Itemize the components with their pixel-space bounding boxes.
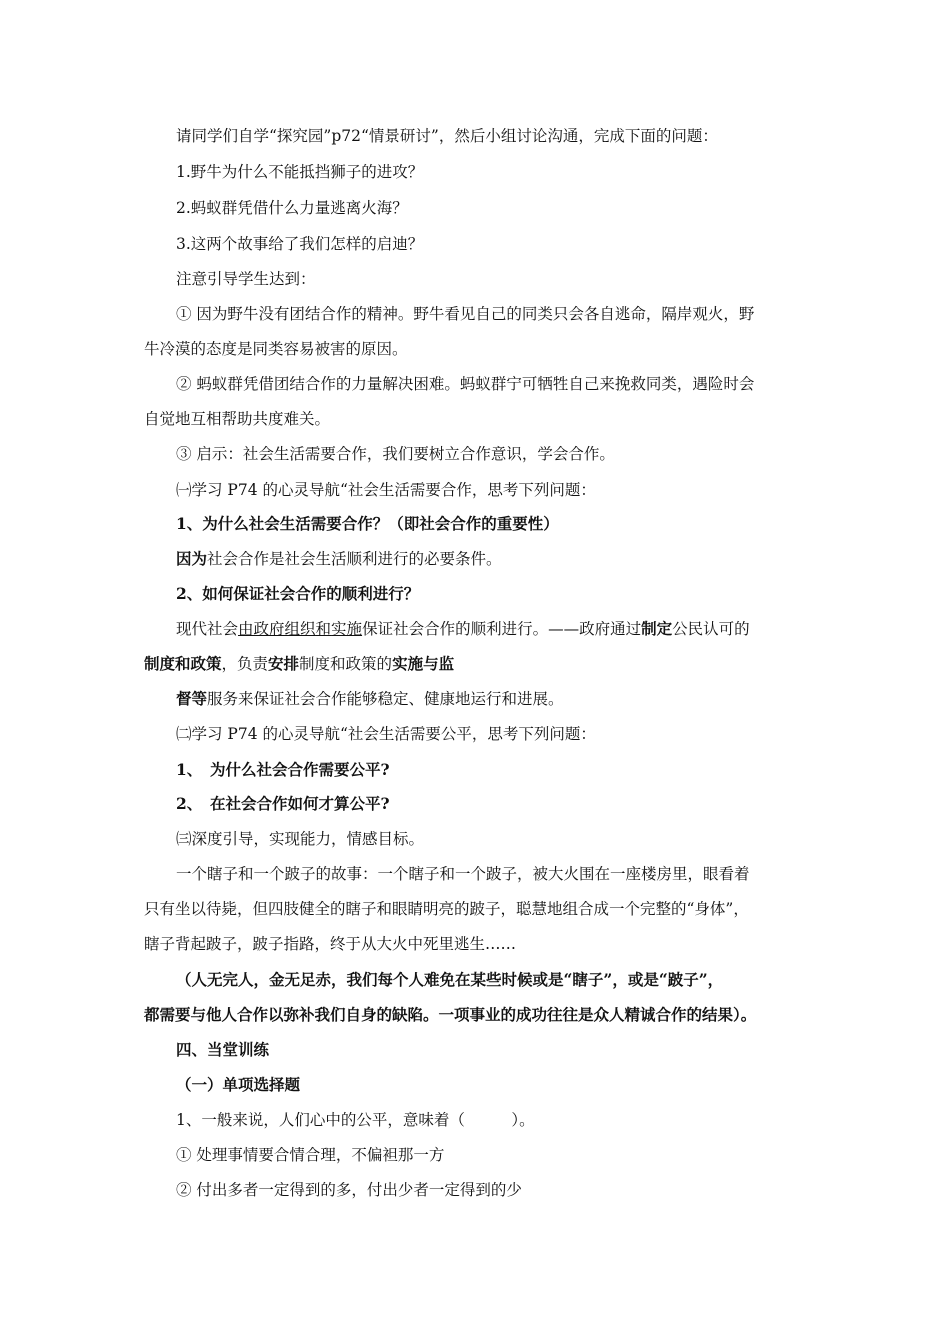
- section-3-heading: ㈢深度引导，实现能力，情感目标。: [176, 830, 425, 848]
- answer-bold-prefix: 因为: [176, 549, 208, 568]
- text-run: ，负责: [221, 655, 269, 673]
- government-paragraph-line-2: [144, 654, 454, 674]
- question-3: 3.这两个故事给了我们怎样的启迪？: [176, 235, 424, 253]
- choice-question-1: 1、一般来说，人们心中的公平，意味着（ ）。: [176, 1111, 535, 1129]
- answer-3: ③ 启示：社会生活需要合作，我们要树立合作意识，学会合作。: [176, 445, 615, 463]
- bold-run: 督等: [176, 689, 208, 708]
- question-1: 1.野牛为什么不能抵挡狮子的进攻？: [176, 163, 424, 181]
- section-2-question-2: 2、 在社会合作如何才算公平?: [176, 794, 390, 813]
- text-run: 公民认可的: [672, 620, 750, 638]
- question-2: 2.蚂蚁群凭借什么力量逃离火海？: [176, 199, 408, 217]
- government-paragraph-line-3: [176, 689, 564, 709]
- text-run: 现代社会: [176, 620, 239, 638]
- answer-2-line-1: ② 蚂蚁群凭借团结合作的力量解决困难。蚂蚁群宁可牺牲自己来挽救同类，遇险时会: [176, 375, 755, 393]
- section-1-question-2: 2、如何保证社会合作的顺利进行？: [176, 584, 420, 603]
- bold-run: 安排: [268, 654, 300, 673]
- section-2-question-1: 1、 为什么社会合作需要公平?: [176, 760, 390, 779]
- bold-run: 制度和政策: [144, 654, 222, 673]
- answer-2-line-2: 自觉地互相帮助共度难关。: [144, 410, 331, 428]
- section-1-question-1: 1、为什么社会生活需要合作？（即社会合作的重要性）: [176, 514, 559, 533]
- choice-option-1: ① 处理事情要合情合理，不偏袒那一方: [176, 1146, 445, 1164]
- underlined-run: 和: [315, 620, 332, 638]
- underlined-run: 由政府组织: [238, 620, 316, 638]
- underlined-run: 实施: [331, 620, 363, 638]
- moral-line-1: （人无完人，金无足赤，我们每个人难免在某些时候或是“瞎子”，或是“跛子”，: [176, 970, 724, 989]
- section-2-heading: ㈡学习 P74 的心灵导航“社会生活需要公平，思考下列问题：: [176, 725, 596, 743]
- text-run: 服务来保证社会合作能够稳定、健康地运行和进展。: [207, 690, 564, 708]
- bold-run: 实施与监: [392, 654, 455, 673]
- text-run: 保证社会合作的顺利进行。——政府通过: [362, 620, 642, 638]
- intro-paragraph: 请同学们自学“探究园”p72“情景研讨”，然后小组讨论沟通，完成下面的问题：: [176, 127, 718, 145]
- story-line-3: 瞎子背起跛子，跛子指路，终于从大火中死里逃生……: [144, 935, 517, 953]
- answer-rest: 社会合作是社会生活顺利进行的必要条件。: [207, 550, 502, 568]
- story-line-2: 只有坐以待毙，但四肢健全的瞎子和眼睛明亮的跛子，聪慧地组合成一个完整的“身体”，: [144, 900, 749, 918]
- choice-option-2: ② 付出多者一定得到的多，付出少者一定得到的少: [176, 1181, 522, 1199]
- part-4-heading: 四、当堂训练: [176, 1040, 270, 1059]
- answer-1-line-2: 牛冷漠的态度是同类容易被害的原因。: [144, 340, 408, 358]
- answer-1-line-1: ① 因为野牛没有团结合作的精神。野牛看见自己的同类只会各自逃命，隔岸观火，野: [176, 305, 755, 323]
- bold-run: 制定: [641, 619, 673, 638]
- section-1-heading: ㈠学习 P74 的心灵导航“社会生活需要合作，思考下列问题：: [176, 481, 596, 499]
- section-1-answer-1: [176, 549, 502, 569]
- story-line-1: 一个瞎子和一个跛子的故事：一个瞎子和一个跛子，被大火围在一座楼房里，眼看着: [176, 865, 750, 883]
- guide-label: 注意引导学生达到：: [176, 270, 316, 288]
- part-4-subheading: （一）单项选择题: [176, 1075, 301, 1094]
- government-paragraph-line-1: [176, 619, 750, 639]
- text-run: 制度和政策的: [299, 655, 393, 673]
- moral-line-2: 都需要与他人合作以弥补我们自身的缺陷。一项事业的成功往往是众人精诚合作的结果）。: [144, 1005, 757, 1024]
